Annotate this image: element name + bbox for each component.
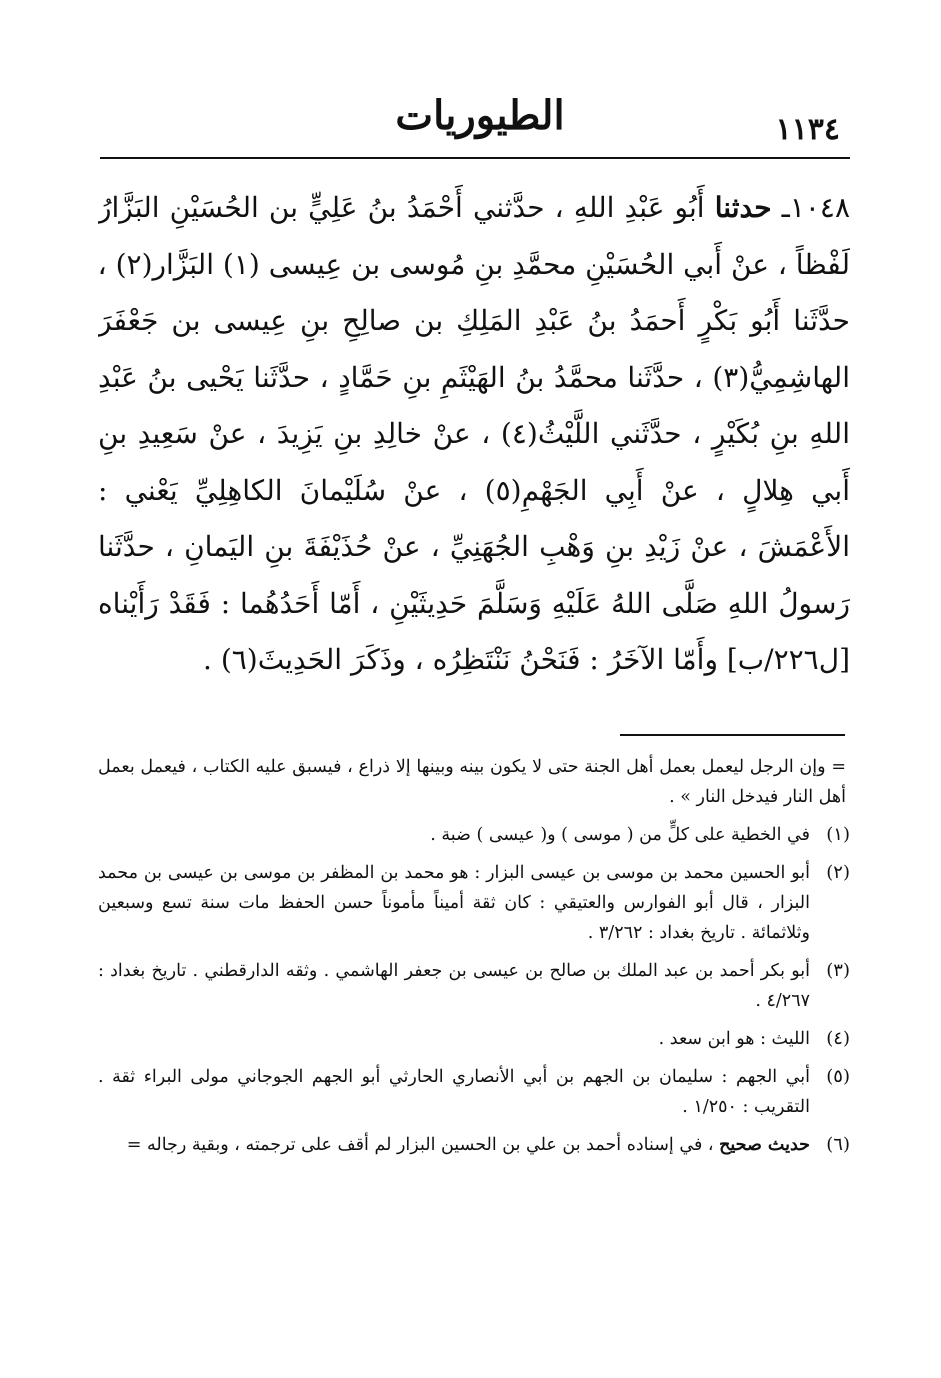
footnotes <box>98 752 850 1168</box>
main-line: ١٠٤٨ـ حدثنا أَبُو عَبْدِ اللهِ ، حدَّثني أَحْمَدُ بنُ عَلِيٍّ بن الحُسَيْنِ البَزَّارُ <box>98 191 850 224</box>
footnote-number: (٣) <box>826 960 850 981</box>
main-line: لَفْظاً ، عنْ أَبي الحُسَيْنِ محمَّدِ بنِ مُوسى بن عِيسى (١) البَزَّار(٢) ، <box>98 247 850 281</box>
header-rule <box>100 157 850 159</box>
footnote-text: في الخطية على كلٍّ من ( موسى ) و( عيسى ) ضبة . <box>430 825 810 845</box>
footnote <box>98 1130 850 1160</box>
footnote-separator <box>620 734 845 736</box>
footnote-text: أبو بكر أحمد بن عبد الملك بن صالح بن عيسى بن جعفر الهاشمي . وثقه الدارقطني . تاريخ بغداد : ٤/٢٦٧ . <box>98 961 810 1011</box>
footnote-number: (٥) <box>826 1066 850 1087</box>
footnote-continuation: = وإن الرجل ليعمل بعمل أهل الجنة حتى لا يكون بينه وبينها إلا ذراع ، فيسبق عليه الكتاب ، فيعمل بعمل أهل النار فيدخل النار » . <box>98 757 846 807</box>
footnote-number: (٦) <box>826 1134 850 1155</box>
footnote-number: (٢) <box>826 862 850 883</box>
footnote-text <box>98 1130 810 1160</box>
opening-keyword: حدثنا <box>714 191 772 224</box>
hadith-text <box>98 180 850 689</box>
footnote <box>98 956 850 1016</box>
main-line: [ل٢٢٦/ب] وأَمّا الآخَرُ : فَنَحْنُ نَنْتَظِرُه ، وذَكَرَ الحَدِيثَ(٦) . <box>203 643 850 676</box>
main-line: أَبي هِلالٍ ، عنْ أَبِي الجَهْمِ(٥) ، عنْ سُلَيْمانَ الكاهِلِيِّ يَعْني : <box>98 473 850 507</box>
footnote <box>98 1024 850 1054</box>
footnote <box>98 858 850 948</box>
footnote-text: أبي الجهم : سليمان بن الجهم بن أبي الأنصاري الحارثي أبو الجهم الجوجاني مولى البراء ثقة . التقريب : ١/٢٥٠ . <box>98 1067 810 1117</box>
footnote-text-rest: ، في إسناده أحمد بن علي بن الحسين البزار لم أقف على ترجمته ، وبقية رجاله = <box>126 1135 714 1155</box>
main-line: رَسولُ اللهِ صَلَّى اللهُ عَلَيْهِ وَسَلَّمَ حَدِيثَيْنِ ، أَمّا أَحَدُهُما : فَقَدْ رَأَيْناه <box>98 586 850 620</box>
footnote-number: (١) <box>826 824 850 845</box>
running-title: الطيوريات <box>395 92 565 139</box>
main-line: اللهِ بنِ بُكَيْرٍ ، حدَّثَني اللَّيْثُ(٤) ، عنْ خالِدِ بنِ يَزِيدَ ، عنْ سَعِيدِ بنِ <box>98 417 850 450</box>
footnote-number: (٤) <box>826 1028 850 1049</box>
footnote-verdict: حديث صحيح <box>719 1135 810 1155</box>
main-line: حدَّثَنا أَبُو بَكْرٍ أَحمَدُ بنُ عَبْدِ المَلِكِ بن صالِحِ بنِ عِيسى بن جَعْفَرَ <box>98 304 850 337</box>
footnote <box>98 820 850 850</box>
main-line: الهاشِمِيُّ(٣) ، حدَّثَنا محمَّدُ بنُ الهَيْثَمِ بنِ حَمَّادٍ ، حدَّثَنا يَحْيى بنُ عَبْدِ <box>98 360 850 394</box>
footnote <box>98 1062 850 1122</box>
footnote-text: الليث : هو ابن سعد . <box>658 1029 810 1049</box>
main-line: الأَعْمَشَ ، عنْ زَيْدِ بنِ وَهْبِ الجُهَنِيِّ ، عنْ حُذَيْفَةَ بنِ اليَمانِ ، حدَّثَنا <box>98 530 850 563</box>
page-number: ١١٣٤ <box>775 112 840 147</box>
footnote-text: أبو الحسين محمد بن موسى بن عيسى البزار : هو محمد بن المظفر بن موسى بن عيسى بن محمد البزار ، قال أبو الفوارس والعتيقي : كان ثقة أميناً مأموناً حسن الحفظ مات سنة تسع وسبعين وثلاثمائة . تاريخ بغداد : ٣/٢٦٢ . <box>98 863 810 943</box>
